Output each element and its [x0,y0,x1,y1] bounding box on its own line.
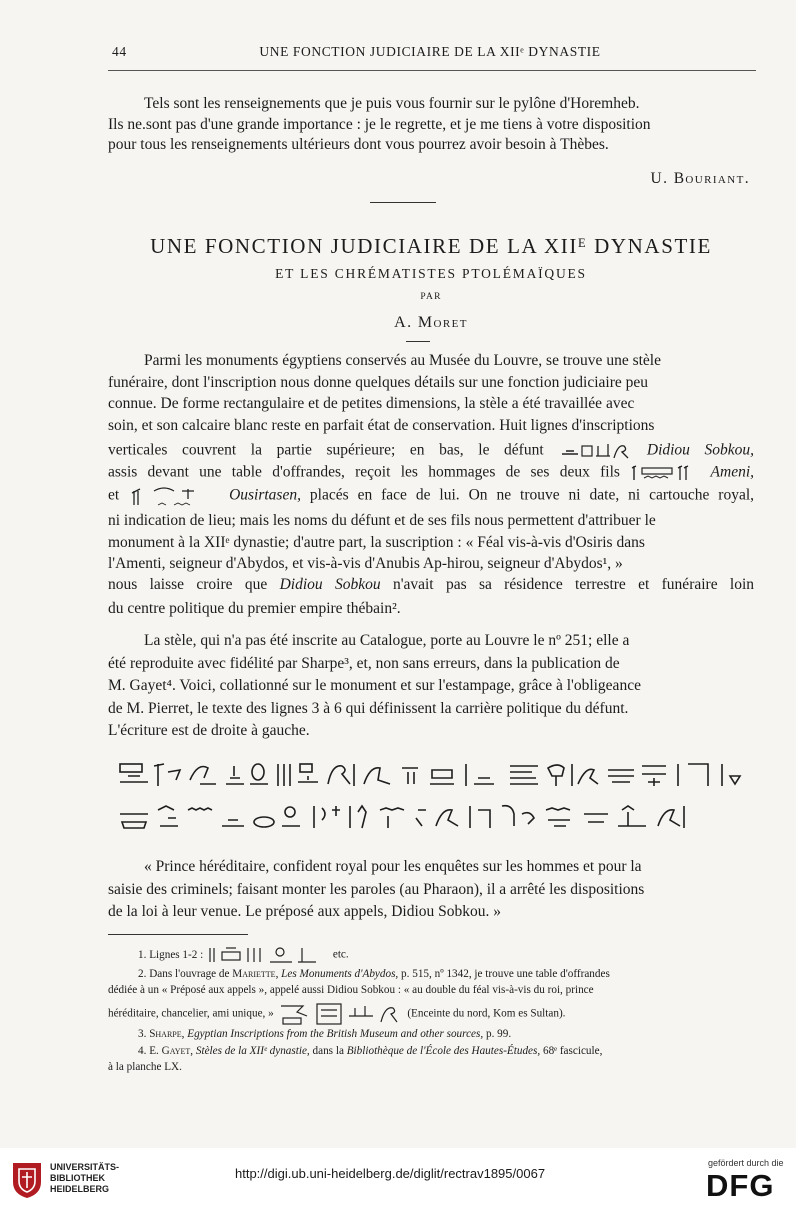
footnote-rule [108,934,248,935]
footnote-2: 2. Dans l'ouvrage de Mariette, Les Monuments d'Abydos, p. 515, nº 1342, je trouve une table d'offrandes dédiée à un « Préposé aux appels », appelé aussi Didiou Sobkou : « au double du féal vis-à-vis du roi, prince héréditaire, chancelier, ami unique, » (Enceinte du nord, Kom es Sultan). [108,966,756,1026]
byline-par: PAR [420,292,442,302]
article-title: UNE FONCTION JUDICIAIRE DE LA XIIᴱ DYNASTIE [150,234,712,258]
footnote-1: 1. Lignes 1-2 : etc. [108,944,756,966]
hieroglyph-inscription-icon [118,758,748,792]
hieroglyph-formula-icon [206,944,330,966]
page-number: 44 [112,44,127,59]
prev-article-text [108,94,754,156]
signature: U. Bouriant. [650,170,750,187]
footnote-4: 4. E. Gayet, Stèles de la XIIᵉ dynastie, dans la Bibliothèque de l'École des Hautes-Études, 68ᵉ fascicule, à la planche LX. [108,1043,756,1075]
hieroglyph-name-didiou-icon [558,440,632,462]
text-line-with-glyph: assis devant une table d'offrandes, reçoit les hommages de ses deux fils Ameni, [108,462,754,484]
hieroglyph-name-ousirtasen-icon [128,485,220,507]
text-line: connue. De forme rectangulaire et de petites dimensions, la stèle a été travaillée avec [108,395,635,412]
text-line: de M. Pierret, le texte des lignes 3 à 6 qui définissent la carrière politique du défunt. [108,699,629,717]
text-line: Ils ne.sont pas d'une grande importance : je le regrette, et je me tiens à votre disposition [108,115,651,133]
text-line: nous laisse croire que Didiou Sobkou n'avait pas sa résidence terrestre et funéraire loin [108,576,755,593]
text-line: Parmi les monuments égyptiens conservés au Musée du Louvre, se trouve une stèle [144,352,661,369]
university-seal-icon [10,1160,44,1200]
permalink-url[interactable]: http://digi.ub.uni-heidelberg.de/diglit/rectrav1895/0067 [235,1166,546,1181]
funding-note: gefördert durch die [708,1158,784,1168]
text-line: du centre politique du premier empire thébain². [108,600,401,617]
text-line: été reproduite avec fidélité par Sharpe³, et, non sans erreurs, dans la publication de [108,654,620,672]
text-line: Tels sont les renseignements que je puis vous fournir sur le pylône d'Horemheb. [144,95,640,112]
text-line: monument à la XIIᵉ dynastie; d'autre part, la suscription : « Féal vis-à-vis d'Osiris dans [108,533,645,551]
viewer-footer [0,1148,796,1208]
text-line: soin, et son calcaire blanc reste en parfait état de conservation. Huit lignes d'inscriptions [108,416,655,434]
text-line: ni indication de lieu; mais les noms du défunt et de ses fils nous permettent d'attribuer le [108,512,656,529]
separator-rule [370,202,436,203]
text-line: l'Amenti, seigneur d'Abydos, et vis-à-vis d'Anubis Ap-hirou, seigneur d'Abydos¹, » [108,555,623,572]
translation-para [108,856,754,924]
text-line: pour tous les renseignements ultérieurs dont vous pourrez avoir besoin à Thèbes. [108,136,609,154]
text-line: à la planche LX. [108,1061,182,1073]
header-rule [108,70,756,71]
institution-name: UNIVERSITÄTS- BIBLIOTHEK HEIDELBERG [50,1162,120,1194]
text-line: « Prince héréditaire, confident royal pour les enquêtes sur les hommes et pour la [144,858,642,875]
hieroglyph-enclosure-icon [277,1002,405,1026]
dfg-logo: DFG [706,1168,775,1203]
separator-rule [406,341,430,342]
running-header [110,44,750,66]
text-line-with-glyph: verticales couvrent la partie supérieure; en bas, le défunt Didiou Sobkou, [108,440,754,462]
text-line: L'écriture est de droite à gauche. [108,722,310,739]
article-subtitle: ET LES CHRÉMATISTES PTOLÉMAÏQUES [275,266,587,281]
body-para-1a [108,350,754,436]
hieroglyphic-text-line-1 [118,758,748,792]
text-line: M. Gayet⁴. Voici, collationné sur le monument et sur l'estampage, grâce à l'obligeance [108,677,641,694]
text-line: saisie des criminels; faisant monter les paroles (au Pharaon), il a arrêté les dispositions [108,880,645,898]
text-line: dédiée à un « Préposé aux appels », appelé aussi Didiou Sobkou : « au double du féal vis-à-vis du roi, prince [108,984,594,996]
running-title: UNE FONCTION JUDICIAIRE DE LA XIIᵉ DYNASTIE [259,44,601,59]
body-para-2 [108,630,754,743]
article-author: A. Moret [394,314,468,331]
body-para-1b [108,510,754,575]
hieroglyphic-text-line-2 [118,800,748,834]
hieroglyph-inscription-icon [118,800,748,834]
hieroglyph-name-ameni-icon [630,462,700,484]
footnote-3: 3. Sharpe, Egyptian Inscriptions from the British Museum and other sources, p. 99. [138,1028,512,1040]
text-line: funéraire, dont l'inscription nous donne quelques détails sur une fonction judiciaire peu [108,373,648,391]
text-line: La stèle, qui n'a pas été inscrite au Catalogue, porte au Louvre le nº 251; elle a [144,632,630,649]
text-line: de la loi à leur venue. Le préposé aux appels, Didiou Sobkou. » [108,903,501,920]
text-line-with-glyph: et Ousirtasen, placés en face de lui. On ne trouve ni date, ni cartouche royal, [108,485,754,507]
